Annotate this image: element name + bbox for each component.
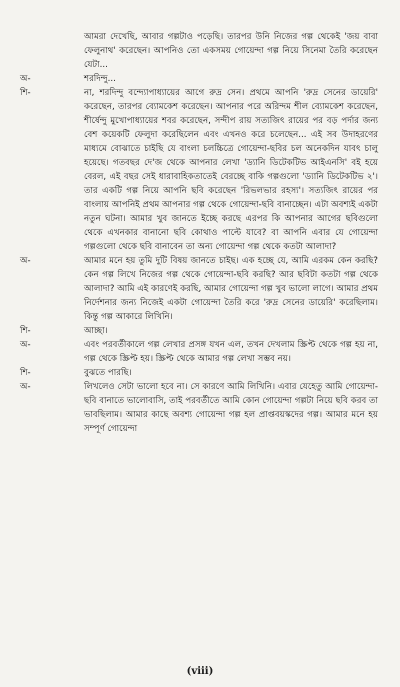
speaker-label: শি- [20, 368, 31, 378]
dialogue-entry [20, 338, 378, 366]
speaker-label: অ- [20, 382, 31, 392]
dialogue-body [20, 30, 378, 436]
speaker-label: শি- [20, 88, 31, 98]
dialogue-entry [20, 30, 378, 72]
dialogue-entry [20, 72, 378, 86]
dialogue-entry [20, 324, 378, 338]
dialogue-text: আচ্ছা। [84, 326, 108, 336]
speaker-label: অ- [20, 74, 31, 84]
dialogue-text: আমরা দেখেছি, আবার গল্পটাও পড়েছি। তারপর উনি নিজের গল্প থেকেই 'জয় বাবা ফেলুনাথ' করেছেন। আপনিও তো একসময় গোয়েন্দা গল্প নিয়ে সিনেমা তৈরি করেছেন যেটা... [84, 32, 378, 70]
dialogue-text: আমার মনে হয় তুমি দুটি বিষয় জানতে চাইছ। এক হচ্ছে যে, আমি এরকম কেন করছি? কেন গল্প লিখে নিজের গল্প থেকে গোয়েন্দা-ছবি করছি? আর ছবিটা কতটা গল্প থেকে আলাদা? আমি এই কারণেই করছি, আমার গোয়েন্দা গল্প খুব ভালো লাগে। আমার প্রথম নির্দেশনার জন্য নিজেই একটা গোয়েন্দা তৈরি করে 'রুদ্র সেনের ডায়েরি' করেছিলাম। কিন্তু গল্প আকারে লিখিনি। [84, 256, 378, 322]
dialogue-entry [20, 366, 378, 380]
dialogue-entry [20, 380, 378, 436]
dialogue-text: না, শরদিন্দু বন্দ্যোপাধ্যায়ের আগে রুদ্র সেন। প্রথমে আপনি 'রুদ্র সেনের ডায়েরি' করেছেন, তারপর ব্যোমকেশ করেছেন। আপনার পরে অরিন্দম শীল ব্যোমকেশ করেছেন, শীর্ষেন্দু মুখোপাধ্যায়ের শবর করেছেন, সন্দীপ রায় সত্যজিৎ রায়ের পর বড় পর্দার জন্য বেশ কয়েকটি ফেলুদা করেছিলেন এবং এখনও করে চলেছেন... এই সব উদাহরণের মাধ্যমে বোঝাতে চাইছি যে বাংলা চলচ্চিত্রে গোয়েন্দা-ছবির চল অনেকদিন যাবৎ চালু হয়েছে। গতবছর দে'জ থেকে আপনার লেখা 'ড্যানি ডিটেকটিভ আইএনসি' বই হয়ে বেরল, এই বছর সেই ধারাবাহিকতাতেই বেরচ্ছে বাকি গল্পগুলো 'ড্যানি ডিটেকটিভ ২'। তার একটি গল্প নিয়ে আপনি ছবি করেছেন 'রিভলভার রহস্য'। সত্যজিৎ রায়ের পর বাংলায় আপনিই প্রথম আপনার গল্প থেকে গোয়েন্দা-ছবি বানাচ্ছেন। এটা অবশ্যই একটা নতুন ঘটনা। আমার খুব জানতে ইচ্ছে করছে এরপর কি আপনার আগের ছবিগুলো থেকে এখনকার বানানো ছবি কোথাও পাল্টে যাবে? বা আপনি এবার যে গোয়েন্দা গল্পগুলো থেকে ছবি বানাবেন তা অন্য গোয়েন্দা গল্প থেকে কতটা আলাদা? [84, 88, 378, 252]
speaker-label: অ- [20, 256, 31, 266]
dialogue-text: লিখলেও সেটা ভালো হবে না। সে কারণে আমি লিখিনি। এবার যেহেতু আমি গোয়েন্দা-ছবি বানাতে ভালোবাসি, তাই পরবর্তীতে আমি কোন গোয়েন্দা গল্পটা নিয়ে ছবি করব তা ভাবছিলাম। আমার কাছে অবশ্য গোয়েন্দা গল্প হল প্রাপ্তবয়স্কদের গল্প। আমার মনে হয় সম্পূর্ণ গোয়েন্দা [84, 382, 378, 434]
speaker-label: অ- [20, 340, 31, 350]
dialogue-entry [20, 86, 378, 254]
page-number: (viii) [186, 666, 214, 677]
speaker-label: শি- [20, 326, 31, 336]
dialogue-text: এবং পরবর্তীকালে গল্প লেখার প্রসঙ্গ যখন এল, তখন দেখলাম স্ক্রিপ্ট থেকে গল্প হয় না, গল্প থেকে স্ক্রিপ্ট হয়। স্ক্রিপ্ট থেকে আমার গল্প লেখা সম্ভব নয়। [84, 340, 378, 364]
dialogue-text: শরদিন্দু... [84, 74, 116, 84]
dialogue-text: বুঝতে পারছি। [84, 368, 132, 378]
dialogue-entry [20, 254, 378, 324]
